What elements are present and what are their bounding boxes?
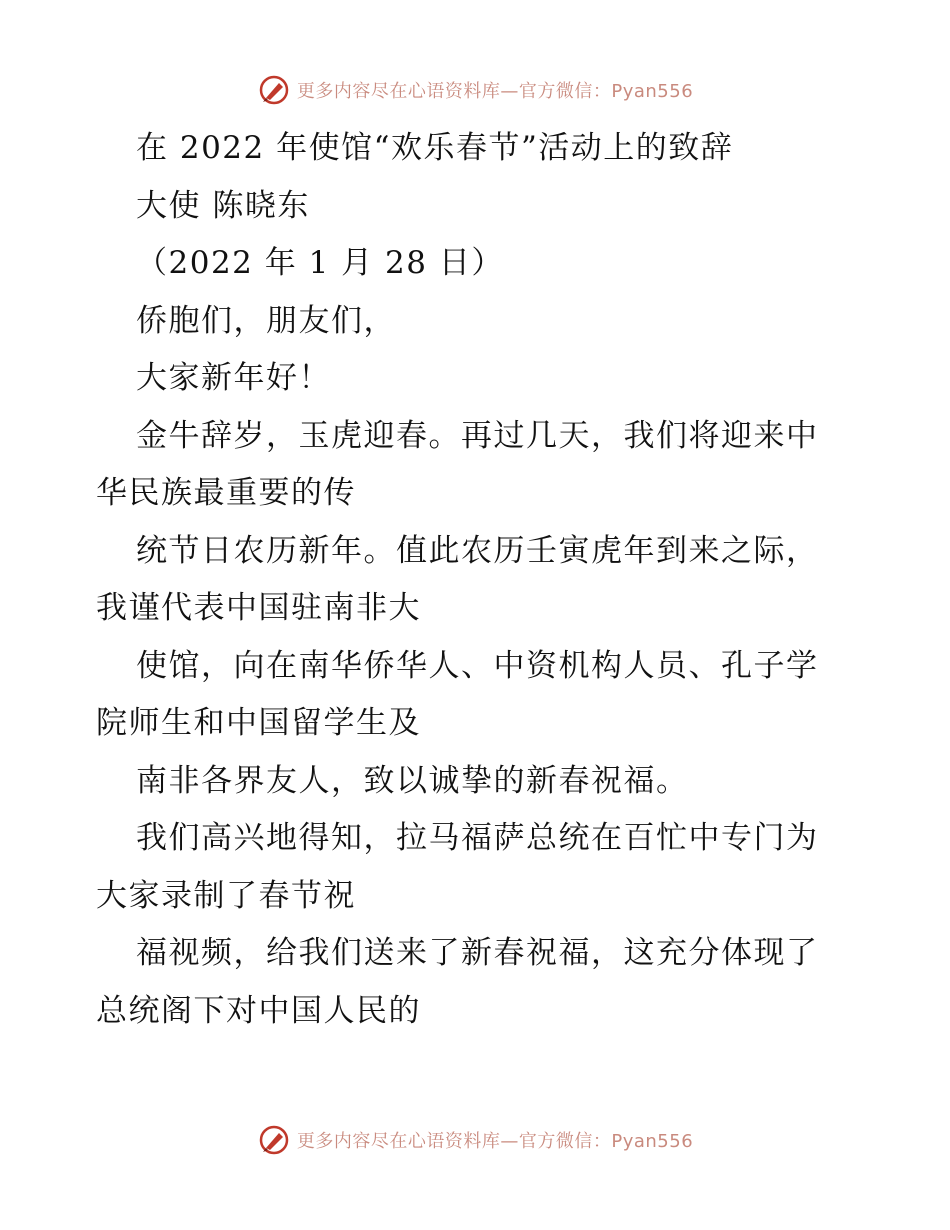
footer-watermark — [0, 1120, 950, 1160]
doc-title: 在 2022 年使馆“欢乐春节”活动上的致辞 — [136, 130, 734, 166]
doc-salutation: 侨胞们，朋友们， — [136, 302, 396, 339]
doc-line: 大家录制了春节祝 — [96, 877, 356, 914]
doc-line: 金牛辞岁，玉虎迎春。再过几天，我们将迎来中 — [136, 417, 819, 454]
doc-line: 南非各界友人，致以诚挚的新春祝福。 — [136, 762, 689, 799]
watermark-text: 更多内容尽在心语资料库—官方微信：Pyan556 — [296, 81, 694, 102]
doc-line: 使馆，向在南华侨华人、中资机构人员、孔子学 — [136, 647, 819, 684]
watermark-text: 更多内容尽在心语资料库—官方微信：Pyan556 — [296, 1131, 694, 1152]
pen-nib-logo-icon — [257, 1123, 291, 1157]
doc-greeting: 大家新年好！ — [136, 360, 331, 396]
document-body — [96, 120, 856, 1040]
doc-author: 大使 陈晓东 — [136, 187, 310, 224]
doc-line: 院师生和中国留学生及 — [96, 705, 421, 741]
doc-date: （2022 年 1 月 28 日） — [136, 245, 504, 281]
doc-line: 总统阁下对中国人民的 — [96, 992, 421, 1029]
doc-line: 统节日农历新年。值此农历壬寅虎年到来之际， — [136, 532, 819, 569]
doc-line: 福视频，给我们送来了新春祝福，这充分体现了 — [136, 935, 819, 971]
pen-nib-logo-icon — [257, 73, 291, 107]
doc-line: 华民族最重要的传 — [96, 475, 356, 511]
header-watermark — [0, 70, 950, 110]
doc-line: 我谨代表中国驻南非大 — [96, 590, 421, 626]
doc-line: 我们高兴地得知，拉马福萨总统在百忙中专门为 — [136, 820, 819, 856]
